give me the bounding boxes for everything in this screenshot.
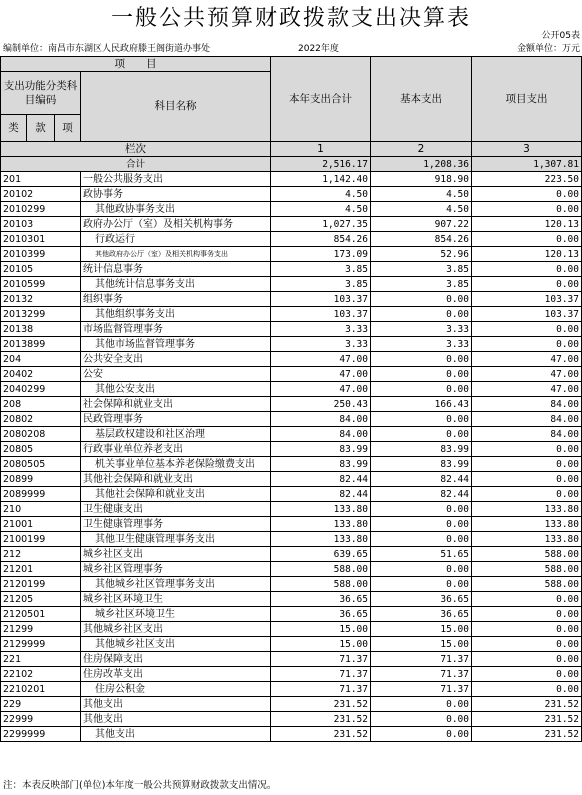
row-code: 2299999 <box>1 727 81 742</box>
row-code: 20402 <box>1 367 81 382</box>
row-name: 市场监督管理事务 <box>81 322 271 337</box>
header-item: 项 目 <box>1 57 271 72</box>
sum-basic: 1,208.36 <box>371 157 472 172</box>
row-project: 47.00 <box>472 352 582 367</box>
row-code: 2129999 <box>1 637 81 652</box>
row-code: 22999 <box>1 712 81 727</box>
row-total: 639.65 <box>271 547 371 562</box>
row-basic: 0.00 <box>371 367 472 382</box>
row-name: 其他城乡社区管理事务支出 <box>81 577 271 592</box>
table-row <box>1 427 582 442</box>
row-basic: 4.50 <box>371 202 472 217</box>
row-project: 84.00 <box>472 412 582 427</box>
row-name: 其他社会保障和就业支出 <box>81 487 271 502</box>
lanci-2: 2 <box>371 142 472 157</box>
table-row <box>1 652 582 667</box>
table-row <box>1 352 582 367</box>
row-code: 20899 <box>1 472 81 487</box>
report-meta <box>0 43 582 55</box>
table-body <box>1 172 582 742</box>
table-row <box>1 472 582 487</box>
row-code: 2100199 <box>1 532 81 547</box>
row-name: 公安 <box>81 367 271 382</box>
row-name: 其他支出 <box>81 727 271 742</box>
row-code: 201 <box>1 172 81 187</box>
row-total: 854.26 <box>271 232 371 247</box>
row-basic: 0.00 <box>371 562 472 577</box>
row-basic: 0.00 <box>371 427 472 442</box>
row-basic: 0.00 <box>371 307 472 322</box>
row-code: 21299 <box>1 622 81 637</box>
sum-project: 1,307.81 <box>472 157 582 172</box>
row-code: 229 <box>1 697 81 712</box>
row-code: 2010299 <box>1 202 81 217</box>
row-total: 83.99 <box>271 457 371 472</box>
row-name: 基层政权建设和社区治理 <box>81 427 271 442</box>
row-total: 133.80 <box>271 517 371 532</box>
row-name: 卫生健康管理事务 <box>81 517 271 532</box>
row-basic: 15.00 <box>371 637 472 652</box>
row-total: 588.00 <box>271 577 371 592</box>
row-name: 其他城乡社区支出 <box>81 622 271 637</box>
table-row <box>1 322 582 337</box>
row-basic: 83.99 <box>371 442 472 457</box>
table-row <box>1 292 582 307</box>
row-name: 政协事务 <box>81 187 271 202</box>
row-name: 其他卫生健康管理事务支出 <box>81 532 271 547</box>
row-basic: 82.44 <box>371 487 472 502</box>
row-code: 2010599 <box>1 277 81 292</box>
row-project: 0.00 <box>472 442 582 457</box>
row-code: 21205 <box>1 592 81 607</box>
row-code: 2080208 <box>1 427 81 442</box>
row-basic: 0.00 <box>371 412 472 427</box>
row-total: 15.00 <box>271 637 371 652</box>
row-basic: 36.65 <box>371 607 472 622</box>
row-code: 2210201 <box>1 682 81 697</box>
row-basic: 0.00 <box>371 382 472 397</box>
row-name: 其他支出 <box>81 697 271 712</box>
row-basic: 3.85 <box>371 262 472 277</box>
row-basic: 82.44 <box>371 472 472 487</box>
table-row <box>1 397 582 412</box>
row-project: 0.00 <box>472 277 582 292</box>
row-code: 22102 <box>1 667 81 682</box>
amount-unit: 金额单位：万元 <box>516 44 580 54</box>
row-basic: 52.96 <box>371 247 472 262</box>
row-project: 0.00 <box>472 622 582 637</box>
row-total: 3.85 <box>271 277 371 292</box>
row-total: 133.80 <box>271 502 371 517</box>
row-name: 城乡社区环境卫生 <box>81 592 271 607</box>
row-name: 公共安全支出 <box>81 352 271 367</box>
row-total: 588.00 <box>271 562 371 577</box>
row-basic: 0.00 <box>371 577 472 592</box>
row-code: 20105 <box>1 262 81 277</box>
row-name: 住房改革支出 <box>81 667 271 682</box>
row-project: 0.00 <box>472 202 582 217</box>
row-total: 4.50 <box>271 187 371 202</box>
row-project: 103.37 <box>472 307 582 322</box>
row-basic: 3.33 <box>371 322 472 337</box>
table-row <box>1 637 582 652</box>
row-total: 231.52 <box>271 697 371 712</box>
row-basic: 0.00 <box>371 712 472 727</box>
table-row <box>1 412 582 427</box>
table-row <box>1 367 582 382</box>
row-total: 84.00 <box>271 427 371 442</box>
row-name: 机关事业单位基本养老保险缴费支出 <box>81 457 271 472</box>
row-code: 212 <box>1 547 81 562</box>
row-code: 2013899 <box>1 337 81 352</box>
lanci-label: 栏次 <box>1 142 271 157</box>
row-code: 21201 <box>1 562 81 577</box>
row-project: 47.00 <box>472 382 582 397</box>
row-project: 120.13 <box>472 217 582 232</box>
row-total: 82.44 <box>271 472 371 487</box>
row-code: 204 <box>1 352 81 367</box>
table-row <box>1 712 582 727</box>
row-total: 103.37 <box>271 292 371 307</box>
row-code: 208 <box>1 397 81 412</box>
row-project: 0.00 <box>472 637 582 652</box>
table-row <box>1 487 582 502</box>
row-code: 20103 <box>1 217 81 232</box>
row-name: 其他支出 <box>81 712 271 727</box>
row-project: 84.00 <box>472 427 582 442</box>
row-code: 2120199 <box>1 577 81 592</box>
row-total: 3.33 <box>271 337 371 352</box>
header-total: 本年支出合计 <box>271 57 371 142</box>
row-project: 0.00 <box>472 472 582 487</box>
row-name: 住房保障支出 <box>81 652 271 667</box>
row-basic: 4.50 <box>371 187 472 202</box>
row-project: 133.80 <box>472 502 582 517</box>
row-code: 2080505 <box>1 457 81 472</box>
table-row <box>1 247 582 262</box>
table-row <box>1 262 582 277</box>
row-name: 城乡社区管理事务 <box>81 562 271 577</box>
row-basic: 166.43 <box>371 397 472 412</box>
row-code: 20805 <box>1 442 81 457</box>
row-project: 133.80 <box>472 532 582 547</box>
row-code: 221 <box>1 652 81 667</box>
row-project: 120.13 <box>472 247 582 262</box>
row-code: 210 <box>1 502 81 517</box>
row-total: 82.44 <box>271 487 371 502</box>
table-row <box>1 442 582 457</box>
table-row <box>1 187 582 202</box>
row-project: 0.00 <box>472 457 582 472</box>
row-name: 政府办公厅（室）及相关机构事务 <box>81 217 271 232</box>
row-name: 行政运行 <box>81 232 271 247</box>
row-total: 231.52 <box>271 712 371 727</box>
header-name: 科目名称 <box>81 72 271 142</box>
row-name: 民政管理事务 <box>81 412 271 427</box>
row-basic: 907.22 <box>371 217 472 232</box>
table-row <box>1 667 582 682</box>
row-name: 其他市场监督管理事务 <box>81 337 271 352</box>
row-project: 0.00 <box>472 262 582 277</box>
footnote: 注：本表反映部门(单位)本年度一般公共预算财政拨款支出情况。 <box>3 780 277 791</box>
row-total: 173.09 <box>271 247 371 262</box>
row-basic: 71.37 <box>371 667 472 682</box>
row-project: 223.50 <box>472 172 582 187</box>
row-basic: 0.00 <box>371 352 472 367</box>
row-project: 0.00 <box>472 592 582 607</box>
row-basic: 854.26 <box>371 232 472 247</box>
row-name: 其他公安支出 <box>81 382 271 397</box>
header-basic: 基本支出 <box>371 57 472 142</box>
row-project: 0.00 <box>472 652 582 667</box>
row-total: 3.33 <box>271 322 371 337</box>
table-row <box>1 532 582 547</box>
table-row <box>1 382 582 397</box>
row-project: 0.00 <box>472 232 582 247</box>
row-total: 4.50 <box>271 202 371 217</box>
row-basic: 3.33 <box>371 337 472 352</box>
row-name: 城乡社区支出 <box>81 547 271 562</box>
row-project: 0.00 <box>472 667 582 682</box>
table-row <box>1 502 582 517</box>
row-total: 133.80 <box>271 532 371 547</box>
row-code: 2013299 <box>1 307 81 322</box>
row-basic: 0.00 <box>371 292 472 307</box>
row-code: 2010301 <box>1 232 81 247</box>
row-project: 231.52 <box>472 697 582 712</box>
row-name: 其他城乡社区支出 <box>81 637 271 652</box>
table-row <box>1 607 582 622</box>
row-total: 71.37 <box>271 682 371 697</box>
row-code: 2040299 <box>1 382 81 397</box>
row-total: 47.00 <box>271 352 371 367</box>
row-name: 其他统计信息事务支出 <box>81 277 271 292</box>
row-code: 2010399 <box>1 247 81 262</box>
table-row <box>1 172 582 187</box>
row-total: 47.00 <box>271 382 371 397</box>
page-title: 一般公共预算财政拨款支出决算表 <box>110 6 471 31</box>
row-name: 其他社会保障和就业支出 <box>81 472 271 487</box>
table-row <box>1 457 582 472</box>
table-row <box>1 337 582 352</box>
row-name: 卫生健康支出 <box>81 502 271 517</box>
row-project: 103.37 <box>472 292 582 307</box>
row-basic: 0.00 <box>371 502 472 517</box>
table-row <box>1 727 582 742</box>
row-name: 社会保障和就业支出 <box>81 397 271 412</box>
row-name: 住房公积金 <box>81 682 271 697</box>
row-code: 20102 <box>1 187 81 202</box>
row-name: 组织事务 <box>81 292 271 307</box>
table-row <box>1 217 582 232</box>
report-year: 2022年度 <box>298 44 339 54</box>
row-name: 一般公共服务支出 <box>81 172 271 187</box>
row-total: 231.52 <box>271 727 371 742</box>
row-project: 0.00 <box>472 682 582 697</box>
header-kuan: 款 <box>27 115 55 142</box>
row-total: 3.85 <box>271 262 371 277</box>
row-total: 36.65 <box>271 592 371 607</box>
table-row <box>1 277 582 292</box>
sum-total: 2,516.17 <box>271 157 371 172</box>
lanci-3: 3 <box>472 142 582 157</box>
table-row <box>1 622 582 637</box>
row-project: 0.00 <box>472 322 582 337</box>
row-total: 1,027.35 <box>271 217 371 232</box>
form-number: 公开05表 <box>541 31 580 41</box>
row-total: 47.00 <box>271 367 371 382</box>
table-row <box>1 592 582 607</box>
table-row <box>1 697 582 712</box>
row-basic: 0.00 <box>371 517 472 532</box>
row-basic: 51.65 <box>371 547 472 562</box>
row-project: 84.00 <box>472 397 582 412</box>
row-project: 0.00 <box>472 337 582 352</box>
row-project: 231.52 <box>472 727 582 742</box>
row-total: 250.43 <box>271 397 371 412</box>
row-project: 0.00 <box>472 607 582 622</box>
row-project: 47.00 <box>472 367 582 382</box>
table-row <box>1 232 582 247</box>
row-code: 20138 <box>1 322 81 337</box>
row-project: 133.80 <box>472 517 582 532</box>
row-basic: 71.37 <box>371 682 472 697</box>
row-basic: 36.65 <box>371 592 472 607</box>
row-total: 71.37 <box>271 667 371 682</box>
row-basic: 0.00 <box>371 727 472 742</box>
row-name: 城乡社区环境卫生 <box>81 607 271 622</box>
row-basic: 0.00 <box>371 532 472 547</box>
header-lei: 类 <box>1 115 27 142</box>
row-total: 15.00 <box>271 622 371 637</box>
header-project: 项目支出 <box>472 57 582 142</box>
row-project: 588.00 <box>472 562 582 577</box>
row-basic: 918.90 <box>371 172 472 187</box>
row-total: 84.00 <box>271 412 371 427</box>
row-code: 2120501 <box>1 607 81 622</box>
row-name: 行政事业单位养老支出 <box>81 442 271 457</box>
row-basic: 0.00 <box>371 697 472 712</box>
row-project: 231.52 <box>472 712 582 727</box>
row-code: 20132 <box>1 292 81 307</box>
row-basic: 3.85 <box>371 277 472 292</box>
table-row <box>1 517 582 532</box>
table-row <box>1 682 582 697</box>
expenditure-table <box>0 56 582 742</box>
row-name: 其他组织事务支出 <box>81 307 271 322</box>
row-total: 1,142.40 <box>271 172 371 187</box>
header-xiang: 项 <box>55 115 81 142</box>
header-code-group: 支出功能分类科目编码 <box>1 72 81 115</box>
table-row <box>1 577 582 592</box>
row-project: 0.00 <box>472 187 582 202</box>
row-basic: 83.99 <box>371 457 472 472</box>
sum-label: 合计 <box>1 157 271 172</box>
row-basic: 71.37 <box>371 652 472 667</box>
row-code: 2089999 <box>1 487 81 502</box>
table-row <box>1 547 582 562</box>
row-name: 统计信息事务 <box>81 262 271 277</box>
table-row <box>1 307 582 322</box>
row-code: 21001 <box>1 517 81 532</box>
row-total: 83.99 <box>271 442 371 457</box>
row-name: 其他政协事务支出 <box>81 202 271 217</box>
row-project: 0.00 <box>472 487 582 502</box>
row-basic: 15.00 <box>371 622 472 637</box>
row-name: 其他政府办公厅（室）及相关机构事务支出 <box>81 247 271 262</box>
org-name: 编制单位：南昌市东湖区人民政府滕王阁街道办事处 <box>3 44 211 54</box>
lanci-1: 1 <box>271 142 371 157</box>
row-total: 71.37 <box>271 652 371 667</box>
row-total: 103.37 <box>271 307 371 322</box>
row-total: 36.65 <box>271 607 371 622</box>
row-project: 588.00 <box>472 547 582 562</box>
row-project: 588.00 <box>472 577 582 592</box>
table-row <box>1 202 582 217</box>
row-code: 20802 <box>1 412 81 427</box>
table-row <box>1 562 582 577</box>
